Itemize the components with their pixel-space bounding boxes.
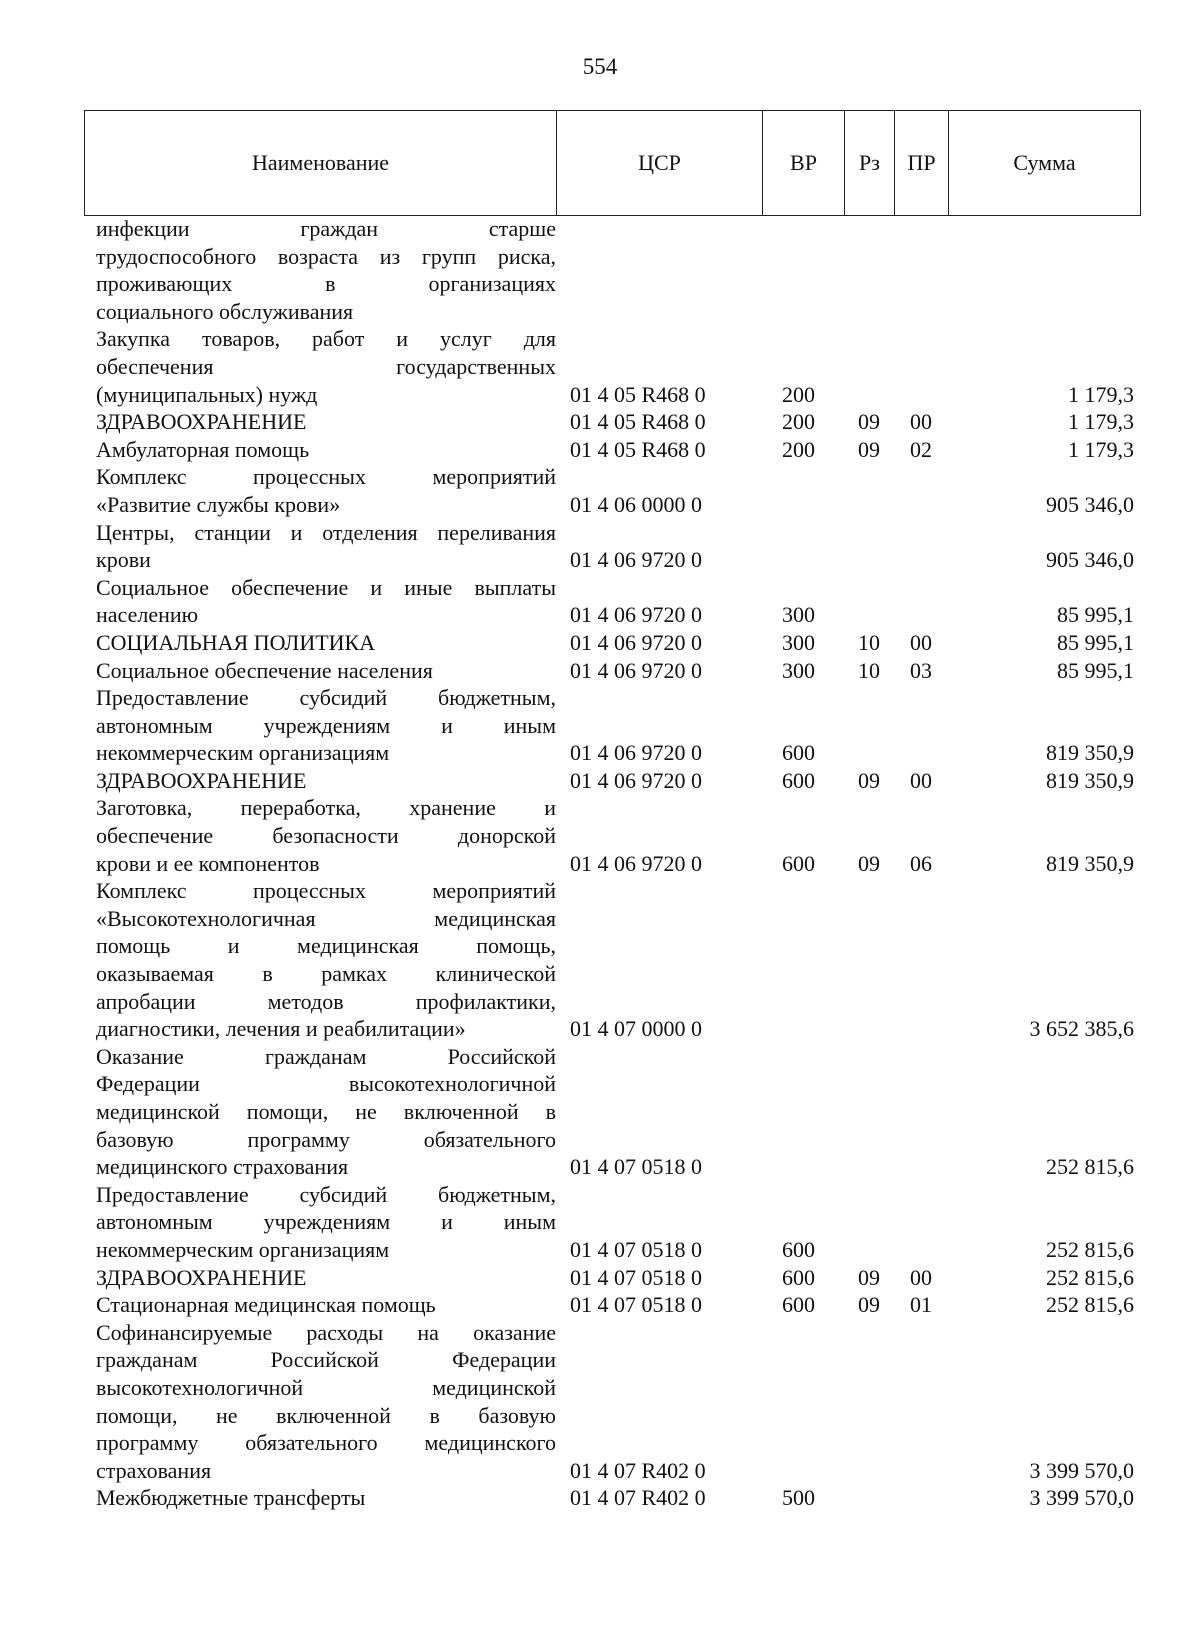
row-pr: 03 [910, 657, 932, 683]
row-csr: 01 4 05 R468 0 [570, 436, 706, 462]
row-name-line: некоммерческим организациям [96, 740, 390, 766]
row-name-line: Заготовка, переработка, хранение и [96, 795, 556, 821]
row-pr: 00 [910, 409, 932, 435]
row-sum: 252 815,6 [1046, 1236, 1134, 1262]
row-vr: 200 [782, 436, 815, 462]
row-csr: 01 4 07 0518 0 [570, 1264, 702, 1290]
row-name-line: ЗДРАВООХРАНЕНИЕ [96, 1264, 307, 1290]
row-name-line: некоммерческим организациям [96, 1236, 390, 1262]
row-csr: 01 4 05 R468 0 [570, 409, 706, 435]
table-row [84, 215, 1140, 325]
row-name-line: проживающих в организациях [96, 271, 556, 297]
row-csr: 01 4 07 R402 0 [570, 1457, 706, 1483]
row-vr: 600 [782, 1236, 815, 1262]
row-name-line: медицинского страхования [96, 1154, 349, 1180]
row-name-line: базовую программу обязательного [96, 1126, 556, 1152]
header-name: Наименование [85, 111, 557, 216]
table-body [84, 215, 1140, 1512]
row-name-line: «Развитие службы крови» [96, 491, 341, 517]
row-name [84, 1291, 556, 1319]
row-rz: 09 [858, 436, 880, 462]
row-vr: 600 [782, 850, 815, 876]
table-row [84, 794, 1140, 877]
row-vr: 600 [782, 1292, 815, 1318]
row-sum: 252 815,6 [1046, 1154, 1134, 1180]
row-name [84, 325, 556, 408]
row-sum: 905 346,0 [1046, 547, 1134, 573]
row-name-line: Межбюджетные трансферты [96, 1485, 366, 1511]
row-pr: 02 [910, 436, 932, 462]
table-row [84, 408, 1140, 436]
row-name-line: программу обязательного медицинского [96, 1430, 556, 1456]
page-number: 554 [582, 54, 618, 79]
row-name-line: Амбулаторная помощь [96, 436, 310, 462]
row-name [84, 767, 556, 795]
table-row [84, 463, 1140, 518]
row-name-line: инфекции граждан старше [96, 216, 556, 241]
row-vr: 600 [782, 767, 815, 793]
row-name-line: ЗДРАВООХРАНЕНИЕ [96, 767, 307, 793]
row-name-line: Стационарная медицинская помощь [96, 1292, 436, 1318]
row-sum: 252 815,6 [1046, 1264, 1134, 1290]
row-vr: 300 [782, 629, 815, 655]
row-sum: 905 346,0 [1046, 491, 1134, 517]
row-sum: 1 179,3 [1068, 436, 1134, 462]
row-vr: 200 [782, 381, 815, 407]
row-vr: 200 [782, 409, 815, 435]
row-name [84, 1319, 556, 1485]
table-row [84, 436, 1140, 464]
row-name [84, 684, 556, 767]
row-name-line: автономным учреждениям и иным [96, 712, 556, 738]
row-sum: 3 399 570,0 [1029, 1485, 1134, 1511]
table-row [84, 325, 1140, 408]
row-name [84, 629, 556, 657]
row-csr: 01 4 07 R402 0 [570, 1485, 706, 1511]
row-name [84, 574, 556, 629]
row-vr: 300 [782, 602, 815, 628]
row-sum: 1 179,3 [1068, 409, 1134, 435]
row-csr: 01 4 07 0518 0 [570, 1292, 702, 1318]
row-rz: 09 [858, 767, 880, 793]
row-name-line: Федерации высокотехнологичной [96, 1071, 556, 1097]
row-pr: 01 [910, 1292, 932, 1318]
row-name-line: населению [96, 602, 199, 628]
header-vr: ВР [763, 111, 845, 216]
row-name-line: Софинансируемые расходы на оказание [96, 1319, 556, 1345]
row-csr: 01 4 07 0000 0 [570, 1016, 702, 1042]
row-name-line: страхования [96, 1457, 212, 1483]
row-csr: 01 4 06 9720 0 [570, 850, 702, 876]
table-row [84, 1484, 1140, 1512]
row-name-line: «Высокотехнологичная медицинская [96, 905, 556, 931]
row-name-line: Комплекс процессных мероприятий [96, 464, 556, 490]
row-csr: 01 4 07 0518 0 [570, 1236, 702, 1262]
row-name [84, 463, 556, 518]
row-sum: 819 350,9 [1046, 740, 1134, 766]
row-name-line: крови [96, 547, 151, 573]
row-rz: 09 [858, 409, 880, 435]
row-name-line: диагностики, лечения и реабилитации» [96, 1016, 466, 1042]
row-sum: 85 995,1 [1057, 657, 1134, 683]
row-name-line: Социальное обеспечение населения [96, 657, 433, 683]
row-csr: 01 4 06 9720 0 [570, 740, 702, 766]
row-name-line: апробации методов профилактики, [96, 988, 556, 1014]
table-row [84, 877, 1140, 1043]
header-rz: Рз [845, 111, 895, 216]
row-rz: 10 [858, 629, 880, 655]
row-name [84, 794, 556, 877]
row-rz: 09 [858, 850, 880, 876]
row-name-line: Центры, станции и отделения переливания [96, 519, 556, 545]
row-pr: 00 [910, 1264, 932, 1290]
row-sum: 819 350,9 [1046, 850, 1134, 876]
row-csr: 01 4 05 R468 0 [570, 381, 706, 407]
row-rz: 09 [858, 1264, 880, 1290]
row-name-line: оказываемая в рамках клинической [96, 961, 556, 987]
row-name-line: помощи, не включенной в базовую [96, 1402, 556, 1428]
row-name-line: помощь и медицинская помощь, [96, 933, 556, 959]
table-row [84, 1319, 1140, 1485]
row-name [84, 657, 556, 685]
row-sum: 1 179,3 [1068, 381, 1134, 407]
row-name-line: медицинской помощи, не включенной в [96, 1099, 556, 1124]
row-name [84, 408, 556, 436]
row-name-line: (муниципальных) нужд [96, 381, 318, 407]
row-vr: 500 [782, 1485, 815, 1511]
table-row [84, 1181, 1140, 1264]
table-row [84, 574, 1140, 629]
row-sum: 3 399 570,0 [1029, 1457, 1134, 1483]
row-pr: 00 [910, 767, 932, 793]
row-name [84, 1043, 556, 1181]
row-name-line: Предоставление субсидий бюджетным, [96, 685, 556, 711]
row-name [84, 436, 556, 464]
row-name-line: Социальное обеспечение и иные выплаты [96, 574, 556, 600]
row-csr: 01 4 06 9720 0 [570, 547, 702, 573]
row-csr: 01 4 07 0518 0 [570, 1154, 702, 1180]
row-csr: 01 4 06 0000 0 [570, 491, 702, 517]
row-sum: 85 995,1 [1057, 602, 1134, 628]
row-sum: 819 350,9 [1046, 767, 1134, 793]
header-pr: ПР [895, 111, 949, 216]
row-name [84, 1181, 556, 1264]
row-csr: 01 4 06 9720 0 [570, 629, 702, 655]
row-vr: 300 [782, 657, 815, 683]
row-csr: 01 4 06 9720 0 [570, 767, 702, 793]
table-row [84, 1043, 1140, 1181]
row-name-line: высокотехнологичной медицинской [96, 1374, 556, 1400]
table-header [84, 110, 1141, 216]
row-name-line: гражданам Российской Федерации [96, 1347, 556, 1373]
header-csr: ЦСР [557, 111, 763, 216]
row-name-line: Оказание гражданам Российской [96, 1043, 556, 1069]
row-rz: 09 [858, 1292, 880, 1318]
row-pr: 06 [910, 850, 932, 876]
table-row [84, 767, 1140, 795]
table-row [84, 629, 1140, 657]
row-name-line: обеспечение безопасности донорской [96, 823, 556, 849]
row-name-line: автономным учреждениям и иным [96, 1209, 556, 1235]
row-name-line: СОЦИАЛЬНАЯ ПОЛИТИКА [96, 629, 376, 655]
row-sum: 252 815,6 [1046, 1292, 1134, 1318]
row-name [84, 519, 556, 574]
row-name-line: социального обслуживания [96, 298, 354, 324]
row-name-line: трудоспособного возраста из групп риска, [96, 243, 556, 269]
row-name [84, 1484, 556, 1512]
row-name [84, 1264, 556, 1292]
row-vr: 600 [782, 1264, 815, 1290]
row-pr: 00 [910, 629, 932, 655]
row-name-line: ЗДРАВООХРАНЕНИЕ [96, 409, 307, 435]
row-name-line: Комплекс процессных мероприятий [96, 878, 556, 904]
row-vr: 600 [782, 740, 815, 766]
row-name-line: Предоставление субсидий бюджетным, [96, 1181, 556, 1207]
row-csr: 01 4 06 9720 0 [570, 657, 702, 683]
row-name [84, 877, 556, 1043]
row-rz: 10 [858, 657, 880, 683]
row-csr: 01 4 06 9720 0 [570, 602, 702, 628]
table-row [84, 1264, 1140, 1292]
table-row [84, 657, 1140, 685]
row-sum: 3 652 385,6 [1029, 1016, 1134, 1042]
row-name [84, 215, 556, 325]
row-name-line: обеспечения государственных [96, 353, 556, 379]
row-name-line: Закупка товаров, работ и услуг для [96, 326, 556, 352]
header-sum: Сумма [949, 111, 1141, 216]
row-name-line: крови и ее компонентов [96, 850, 320, 876]
table-row [84, 1291, 1140, 1319]
table-row [84, 684, 1140, 767]
row-sum: 85 995,1 [1057, 629, 1134, 655]
table-row [84, 519, 1140, 574]
